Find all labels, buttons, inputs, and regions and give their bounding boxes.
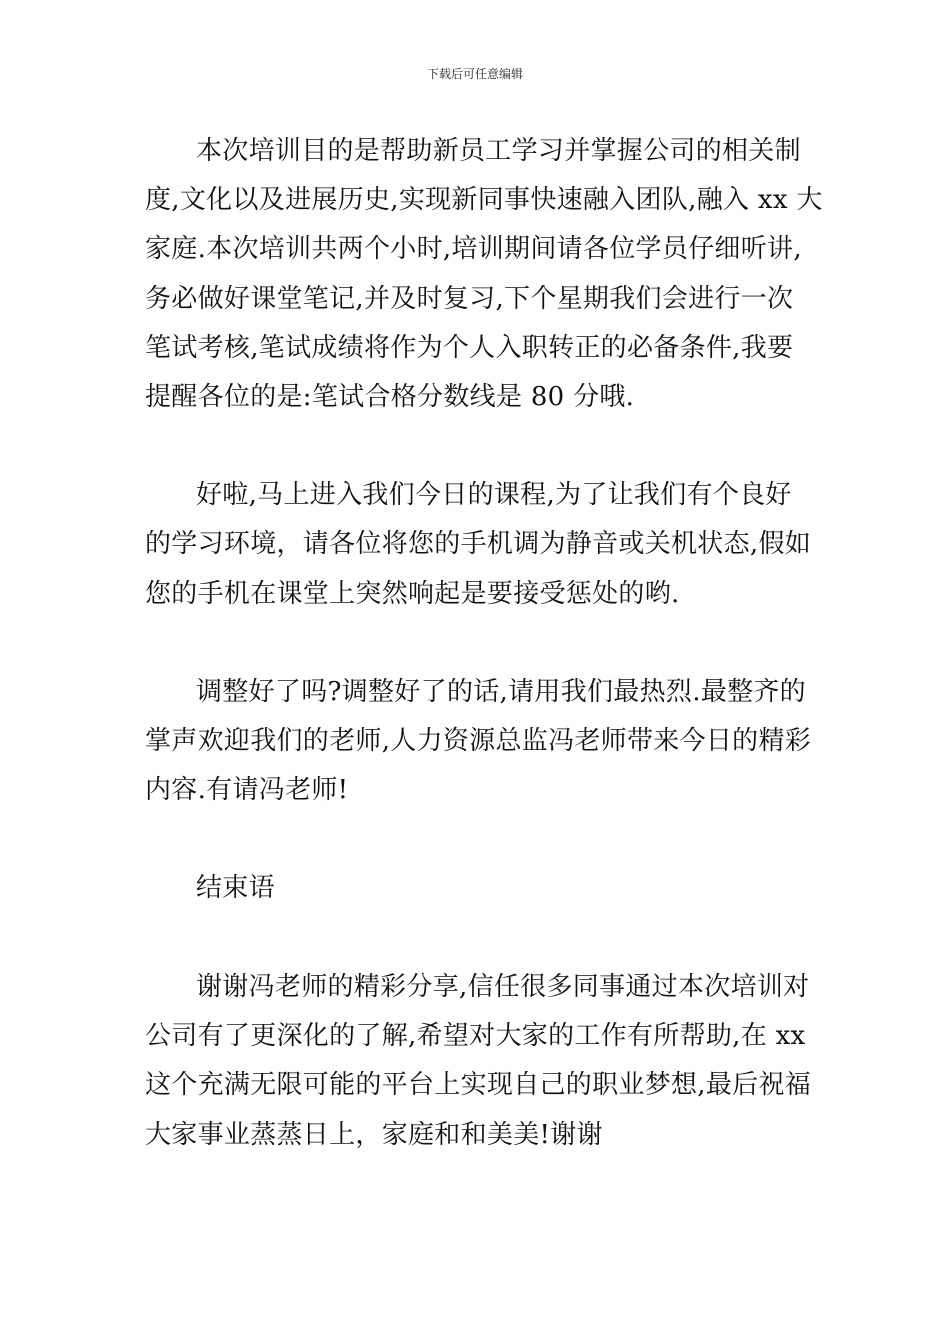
text-line: 提醒各位的是:笔试合格分数线是 80 分哦. — [145, 382, 635, 412]
text-line: 务必做好课堂笔记,并及时复习,下个星期我们会进行一次 — [145, 284, 794, 314]
text-line: 掌声欢迎我们的老师,人力资源总监冯老师带来今日的精彩 — [145, 726, 812, 756]
text-line: 度,文化以及进展历史,实现新同事快速融入团队,融入 xx 大 — [145, 185, 823, 215]
text-line: 好啦,马上进入我们今日的课程,为了让我们有个良好 — [196, 480, 792, 510]
text-line: 公司有了更深化的了解,希望对大家的工作有所帮助,在 xx — [145, 1021, 806, 1051]
text-line: 笔试考核,笔试成绩将作为个人入职转正的必备条件,我要 — [145, 333, 794, 363]
text-line: 这个充满无限可能的平台上实现自己的职业梦想,最后祝福 — [145, 1070, 812, 1100]
text-line: 家庭.本次培训共两个小时,培训期间请各位学员仔细听讲, — [145, 234, 802, 264]
text-line: 大家事业蒸蒸日上，家庭和和美美!谢谢 — [145, 1120, 603, 1150]
text-line: 您的手机在课堂上突然响起是要接受惩处的哟. — [145, 579, 680, 609]
text-line: 内容.有请冯老师! — [145, 775, 349, 805]
text-line: 谢谢冯老师的精彩分享,信任很多同事通过本次培训对 — [196, 972, 810, 1002]
page-header: 下载后可任意编辑 — [426, 67, 523, 81]
text-line: 结束语 — [196, 873, 275, 903]
text-line: 调整好了吗?调整好了的话,请用我们最热烈.最整齐的 — [196, 677, 806, 707]
text-line: 的学习环境，请各位将您的手机调为静音或关机状态,假如 — [145, 529, 812, 559]
text-line: 本次培训目的是帮助新员工学习并掌握公司的相关制 — [196, 136, 801, 166]
